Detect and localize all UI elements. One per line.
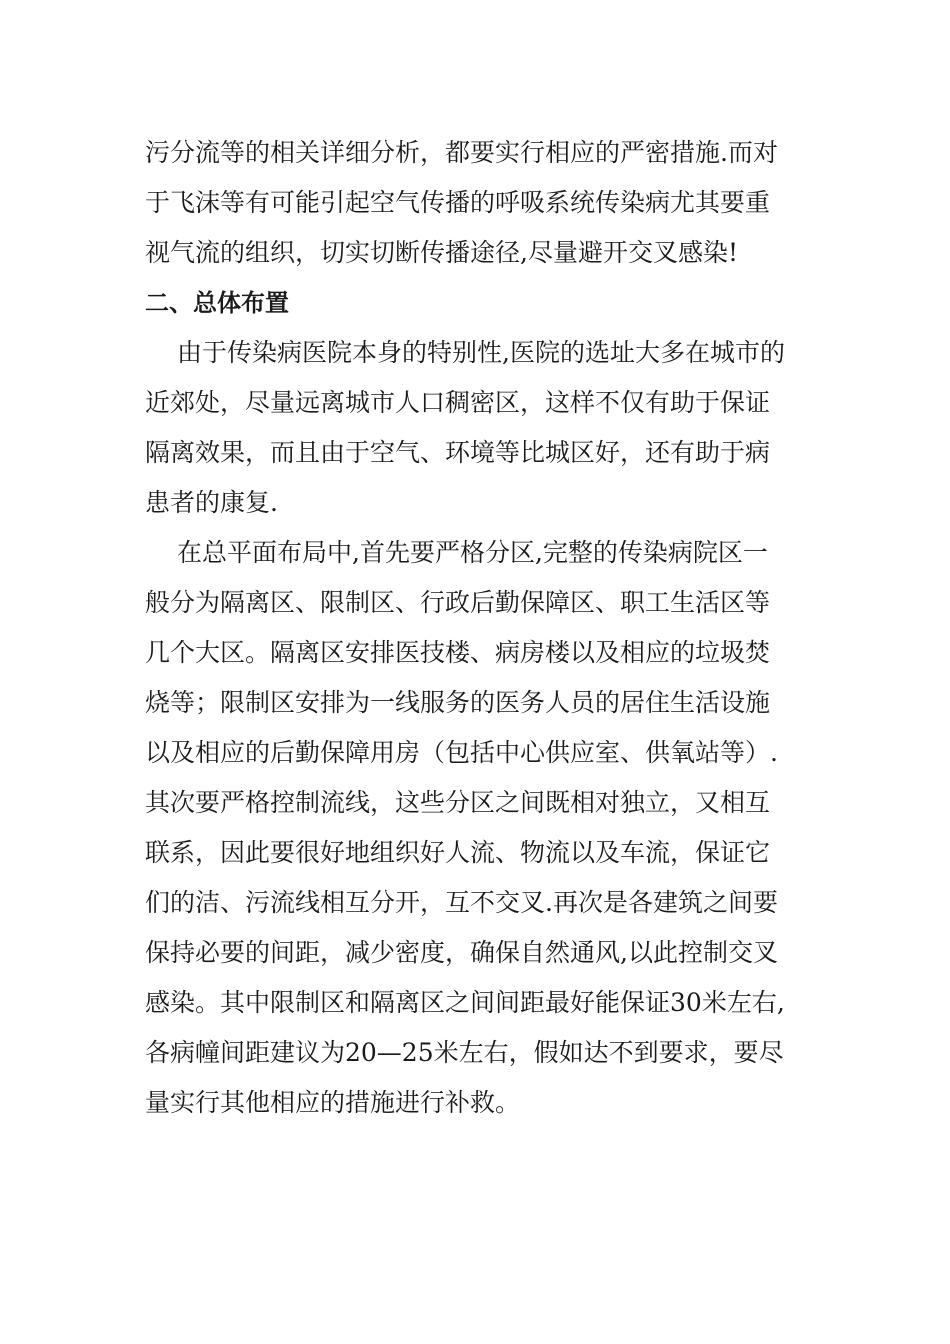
paragraph2-line: 保持必要的间距，减少密度，确保自然通风,以此控制交叉 bbox=[145, 938, 778, 967]
paragraph2-line: 以及相应的后勤保障用房（包括中心供应室、供氧站等）. bbox=[145, 738, 778, 767]
paragraph1-line: 患者的康复. bbox=[145, 488, 278, 517]
section-heading: 二、总体布置 bbox=[145, 289, 289, 317]
paragraph2-line: 烧等；限制区安排为一线服务的医务人员的居住生活设施 bbox=[145, 688, 771, 717]
paragraph2-line: 般分为隔离区、限制区、行政后勤保障区、职工生活区等 bbox=[145, 588, 771, 617]
paragraph2-line: 各病幢间距建议为20—25米左右，假如达不到要求，要尽 bbox=[145, 1038, 784, 1067]
paragraph1-line: 由于传染病医院本身的特别性,医院的选址大多在城市的 bbox=[177, 338, 785, 367]
paragraph2-line: 联系，因此要很好地组织好人流、物流以及车流，保证它 bbox=[145, 838, 771, 867]
intro-line: 于飞沫等有可能引起空气传播的呼吸系统传染病尤其要重 bbox=[145, 188, 771, 217]
paragraph2-line: 感染。其中限制区和隔离区之间间距最好能保证30米左右, bbox=[145, 988, 785, 1017]
paragraph2-line: 在总平面布局中,首先要严格分区,完整的传染病院区一 bbox=[177, 538, 768, 567]
intro-line: 污分流等的相关详细分析，都要实行相应的严密措施.而对 bbox=[145, 138, 778, 167]
paragraph1-line: 近郊处，尽量远离城市人口稠密区，这样不仅有助于保证 bbox=[145, 388, 771, 417]
paragraph2-line: 其次要严格控制流线，这些分区之间既相对独立，又相互 bbox=[145, 788, 771, 817]
intro-line: 视气流的组织，切实切断传播途径,尽量避开交叉感染! bbox=[145, 238, 738, 267]
paragraph2-line: 们的洁、污流线相互分开，互不交叉.再次是各建筑之间要 bbox=[145, 888, 778, 917]
paragraph2-line: 量实行其他相应的措施进行补救。 bbox=[145, 1088, 521, 1117]
document-body bbox=[145, 128, 810, 1128]
paragraph2-line: 几个大区。隔离区安排医技楼、病房楼以及相应的垃圾焚 bbox=[145, 638, 771, 667]
paragraph1-line: 隔离效果，而且由于空气、环境等比城区好，还有助于病 bbox=[145, 438, 771, 467]
